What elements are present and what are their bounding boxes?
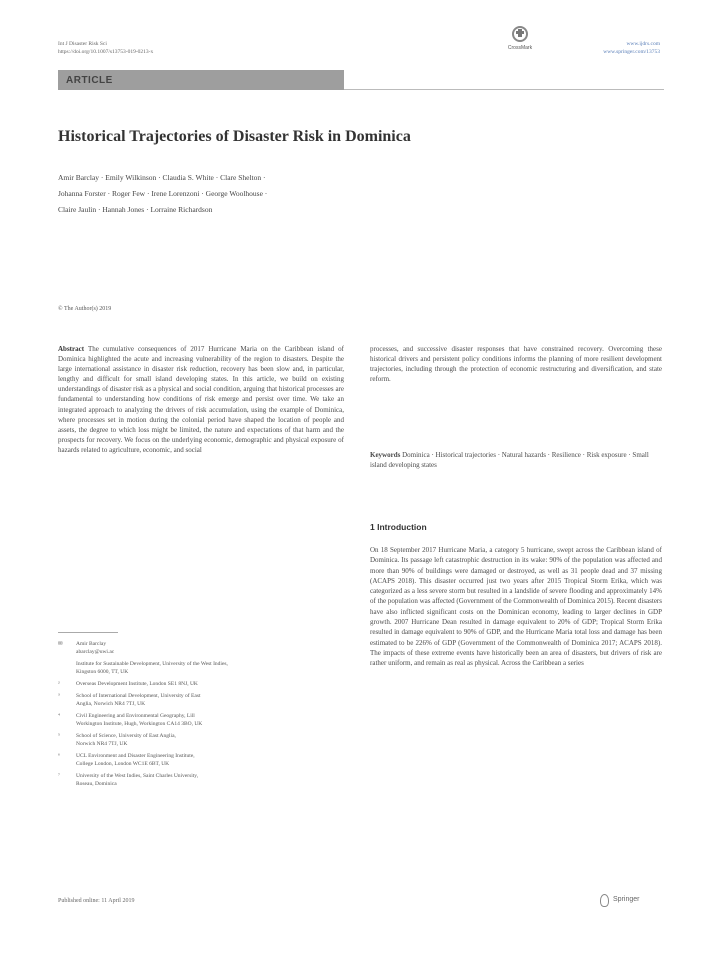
keywords-label: Keywords	[370, 451, 401, 459]
footnote: ⁵ School of Science, University of East Anglia, Norwich NR4 7TJ, UK	[58, 733, 176, 747]
article-type-band	[58, 70, 344, 90]
author-line: Amir Barclay · Emily Wilkinson · Claudia S. White · Clare Shelton ·	[58, 173, 266, 182]
footnote: Institute for Sustainable Development, University of the West Indies, Kingston 6000, TT, UK	[76, 661, 228, 675]
abstract	[58, 344, 344, 455]
crossmark-icon[interactable]	[505, 26, 535, 60]
journal-name: Int J Disaster Risk Sci	[58, 41, 107, 47]
crossmark-label: CrossMark	[507, 45, 533, 51]
footnote: ✉ Amir Barclay abarclay@uwi.ac	[58, 641, 115, 655]
affiliations	[58, 640, 344, 792]
publication-date: Published online: 11 April 2019	[58, 898, 135, 904]
abstract-label: Abstract	[58, 345, 85, 353]
article-type-label: ARTICLE	[66, 75, 113, 86]
section-heading: 1 Introduction	[370, 522, 427, 532]
journal-website-link[interactable]: www.ijdrs.com	[626, 41, 660, 47]
paper-title: Historical Trajectories of Disaster Risk in Dominica	[58, 128, 411, 145]
footnote-rule	[58, 632, 118, 633]
abstract-continued: processes, and successive disaster responses that have constrained recovery. Overcoming these historical drivers and persistent policy conditions informs the planning of more resilient development trajectories, including through the protection of economic restructuring and diversification, and state reform.	[370, 345, 662, 384]
footnote: ⁴ Civil Engineering and Environmental Geography, Lill Workington Institute, Hugh, Workington CA14 3BO, UK	[58, 713, 203, 727]
journal-info	[58, 40, 153, 56]
keywords-text: Dominica · Historical trajectories · Natural hazards · Resilience · Risk exposure · Small island developing states	[370, 451, 649, 470]
doi-link[interactable]: https://doi.org/10.1007/s13753-019-0213-x	[58, 49, 154, 55]
copyright-notice: © The Author(s) 2019	[58, 306, 112, 312]
introduction-text: On 18 September 2017 Hurricane Maria, a category 5 hurricane, swept across the Caribbean island of Dominica. Its passage left catastrophic destruction in its wake: 90% of the population was affected and more than 90% of buildings were damaged or destroyed, as well as 31 people dead and 37 missing (ACAPS 2018). This disaster occurred just two years after 2015 Tropical Storm Erika, which was categorized as a less severe storm but resulted in a landslide of severe flooding and approximately 14% of the population was affected (Government of the Commonwealth of Dominica 2015). Recent disasters have also inflicted significant costs on the Dominican economy, leading to larger declines in GDP growth. 2007 Hurricane Dean resulted in damage equivalent to 20% of GDP; Tropical Storm Erika resulted in damage equivalent to 90% of GDP, and the Hurricane Maria total loss and damage has been estimated to be 226% of GDP (Government of the Commonwealth of Dominica 2017; ACAPS 2018). The impacts of these extreme events have historically been an area of disasters, but drivers of risk are rather uniform, and remain as real as physical. Across the Caribbean a series	[370, 546, 662, 668]
header-rule	[344, 89, 664, 90]
springer-horse-icon	[598, 893, 609, 906]
keywords	[370, 450, 662, 470]
journal-links	[603, 40, 660, 56]
springer-link[interactable]: www.springer.com/13753	[603, 49, 660, 55]
publisher-logo	[598, 893, 639, 906]
footnote: ⁶ UCL Environment and Disaster Engineering Institute, College London, London WC1E 6BT, UK	[58, 753, 195, 767]
publisher-name: Springer	[613, 896, 640, 903]
author-line: Johanna Forster · Roger Few · Irene Lorenzoni · George Woolhouse ·	[58, 189, 268, 198]
author-line: Claire Jaulin · Hannah Jones · Lorraine Richardson	[58, 205, 213, 214]
footnote: ⁷ University of the West Indies, Saint Charles University, Roseau, Dominica	[58, 773, 199, 787]
author-list	[58, 170, 458, 218]
footnote: ³ School of International Development, University of East Anglia, Norwich NR4 7TJ, UK	[58, 693, 201, 707]
footnote: ² Overseas Development Institute, London SE1 8NJ, UK	[58, 681, 198, 687]
email-icon: ✉	[58, 641, 63, 647]
abstract-text: The cumulative consequences of 2017 Hurricane Maria on the Caribbean island of Dominica highlighted the acute and increasing vulnerability of the region to disasters. Despite the large international assistance in disaster risk reduction, recovery has been slow and, in particular, lengthy and difficult for small island developing states. In this article, we build on existing understandings of disaster risk as a physical and social condition, arguing that historical processes are fundamental to understanding how conditions of risk emerge and persist over time. We take an integrated approach to analyzing the drivers of risk accumulation, using the example of Dominica, where processes set in motion during the colonial period have shaped the location of people and assets, the degree to which loss might be limited, the nature and expectations of that harm and the prospects for recovery. We focus on the underlying economic, demographic and physical exposure of hazards related to agriculture, economic, and social	[58, 345, 344, 454]
